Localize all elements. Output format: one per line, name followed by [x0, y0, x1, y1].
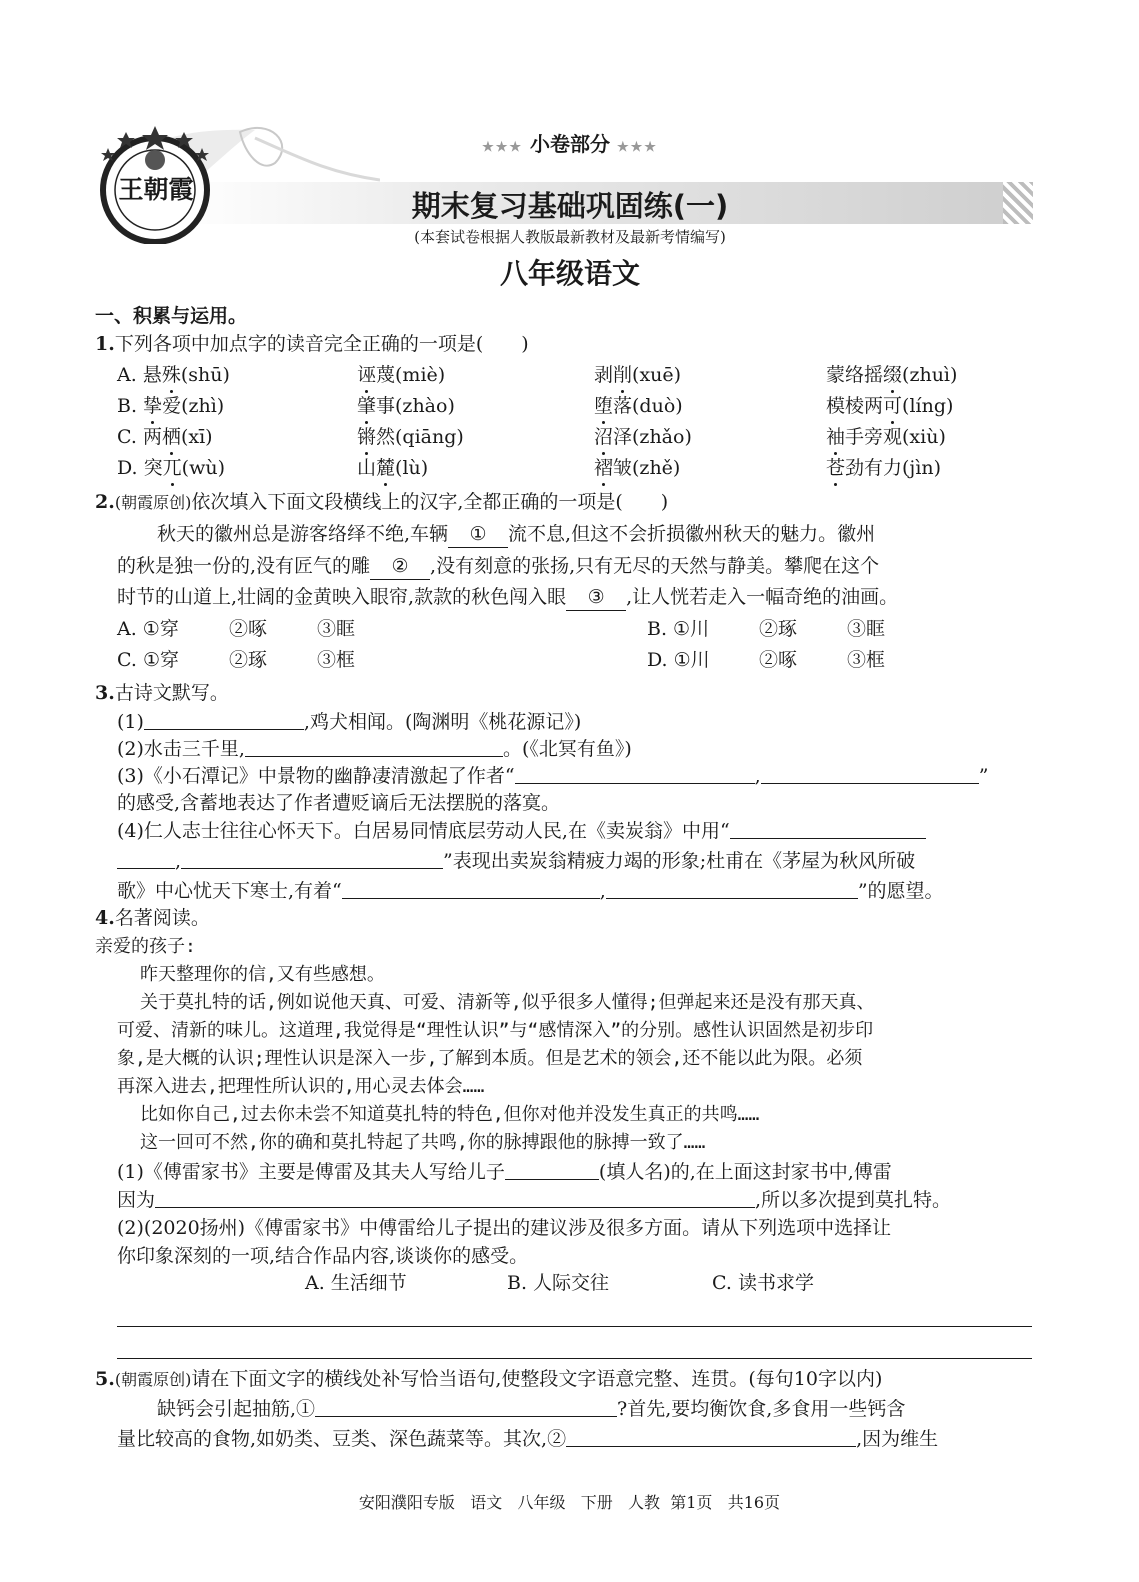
dotted-char: 褶	[594, 457, 614, 479]
question-number: 1.	[95, 333, 115, 355]
page-footer	[0, 1490, 1139, 1513]
item-text: ,因为维生	[856, 1428, 939, 1450]
item-text: ”表现出卖炭翁精疲力竭的形象;杜甫在《茅屋为秋风所破	[443, 850, 916, 872]
dotted-char: 袖	[826, 426, 846, 448]
letter-line: 比如你自己,过去你未尝不知道莫扎特的特色,但你对他并没发生真正的共鸣……	[140, 1104, 760, 1125]
option-text: 爱(zhì)	[162, 395, 225, 417]
option-text: (xī)	[180, 426, 213, 448]
option-part: ③框	[847, 649, 886, 671]
q5-line	[117, 1426, 938, 1452]
option-text: 落(duò)	[613, 395, 683, 417]
passage-text: ,让人恍若走入一幅奇绝的油画。	[626, 586, 899, 608]
item-text: ”	[978, 765, 989, 787]
answer-blank[interactable]	[245, 738, 503, 757]
item-text: (4)仁人志士往往心怀天下。白居易同情底层劳动人民,在《卖炭翁》中用“	[117, 820, 730, 842]
dotted-char: 栖	[161, 426, 181, 448]
question-number: 3.	[95, 682, 115, 704]
item-text: ”的愿望。	[857, 880, 944, 902]
option-text: (zhuì)	[902, 364, 958, 386]
option-part: ②啄	[229, 618, 268, 640]
question-text: 古诗文默写。	[114, 682, 229, 704]
page-subtitle: (本套试卷根据人教版最新教材及最新考情编写)	[414, 228, 726, 246]
letter-line: 象,是大概的认识;理性认识是深入一步,了解到本质。但是艺术的领会,还不能以此为限。必须	[117, 1048, 863, 1069]
item-text: ?首先,要均衡饮食,多食用一些钙含	[617, 1398, 906, 1420]
question-text: 依次填入下面文段横线上的汉字,全都正确的一项是( )	[191, 491, 669, 513]
passage-text: 的秋是独一份的,没有匠气的雕	[117, 555, 371, 577]
answer-blank[interactable]	[181, 850, 443, 869]
option-text: 山	[357, 457, 377, 479]
item-label: (1)	[117, 711, 144, 733]
question-number: 2.	[95, 491, 115, 513]
blank-3: ③	[566, 584, 626, 611]
question-3-stem	[95, 680, 229, 706]
answer-line[interactable]	[117, 1358, 1032, 1359]
dotted-char: 肇	[357, 395, 377, 417]
question-number: 5.	[95, 1368, 115, 1390]
dotted-char: 可	[883, 395, 903, 417]
dotted-char: 麓	[376, 457, 396, 479]
option-text: 事(zhào)	[376, 395, 455, 417]
item-text: 量比较高的食物,如奶类、豆类、深色蔬菜等。其次,②	[117, 1428, 567, 1450]
q3-item-4-cont	[117, 878, 944, 904]
q3-item-2	[117, 736, 632, 762]
q1-option-cell	[357, 393, 455, 419]
option-text: (shū)	[180, 364, 230, 386]
answer-blank[interactable]	[342, 880, 600, 899]
item-text: ,	[754, 765, 761, 787]
dotted-char: 挚	[143, 395, 163, 417]
answer-blank[interactable]	[505, 1161, 599, 1180]
choice-c[interactable]: C. 读书求学	[712, 1272, 814, 1294]
q3-item-1	[117, 709, 581, 735]
passage-text: 时节的山道上,壮阔的金黄映入眼帘,款款的秋色闯入眼	[117, 586, 567, 608]
option-text: (líng)	[902, 395, 954, 417]
answer-line[interactable]	[117, 1326, 1032, 1327]
choice-a[interactable]: A. 生活细节	[305, 1272, 407, 1294]
option-part: ③框	[317, 649, 356, 671]
q3-item-3-cont: 的感受,含蓄地表达了作者遭贬谪后无法摆脱的落寞。	[117, 792, 561, 814]
q1-option-cell	[826, 393, 953, 419]
q1-option-cell	[826, 424, 946, 450]
option-part: ②琢	[229, 649, 268, 671]
option-text: A. 悬	[117, 364, 162, 386]
letter-line: 关于莫扎特的话,例如说他天真、可爱、清新等,似乎很多人懂得;但弹起来还是没有那天真、	[140, 992, 875, 1013]
option-part: B. ①川	[647, 618, 710, 640]
dotted-char: 堕	[594, 395, 614, 417]
choice-b[interactable]: B. 人际交往	[507, 1272, 610, 1294]
option-text: D. 突	[117, 457, 163, 479]
question-text: 请在下面文字的横线处补写恰当语句,使整段文字语意完整、连贯。(每句10字以内)	[191, 1368, 883, 1390]
item-text: (2)水击三千里,	[117, 738, 245, 760]
answer-blank[interactable]	[730, 820, 926, 839]
q1-option-cell	[594, 455, 680, 481]
option-part: ②啄	[759, 649, 798, 671]
q4-item-2: (2)(2020扬州)《傅雷家书》中傅雷给儿子提出的建议涉及很多方面。请从下列选项中选择让	[117, 1217, 892, 1239]
option-part: A. ①穿	[117, 618, 179, 640]
subject-title: 八年级语文	[499, 257, 640, 290]
dotted-char: 诬	[357, 364, 377, 386]
q1-option-cell	[826, 362, 957, 388]
footer-volume: 下册	[580, 1493, 613, 1512]
q1-option-cell	[594, 393, 683, 419]
q1-option-cell[interactable]	[117, 393, 224, 419]
footer-edition: 人教	[628, 1493, 661, 1512]
question-1-stem	[95, 331, 529, 357]
option-text: 手旁观(xiù)	[845, 426, 946, 448]
dotted-char: 削	[613, 364, 633, 386]
item-text: (填人名)的,在上面这封家书中,傅雷	[598, 1161, 892, 1183]
option-text: 模棱两	[826, 395, 884, 417]
option-part: ③眶	[847, 618, 886, 640]
footer-subject: 语文	[470, 1493, 503, 1512]
question-text: 名著阅读。	[114, 907, 210, 929]
option-text: 泽(zhǎo)	[613, 426, 692, 448]
q1-option-cell	[357, 455, 428, 481]
q1-option-cell	[594, 362, 681, 388]
q2-passage-line	[117, 584, 898, 611]
page-title: 期末复习基础巩固练(一)	[411, 189, 729, 223]
passage-text: ,没有刻意的张扬,只有无尽的天然与静美。攀爬在这个	[430, 555, 880, 577]
footer-grade: 八年级	[517, 1493, 566, 1512]
dotted-char: 锵	[357, 426, 377, 448]
dotted-char: 苍	[826, 457, 846, 479]
logo-text: 王朝霞	[118, 175, 194, 204]
option-text: (wù)	[181, 457, 225, 479]
q3-item-4-cont	[117, 848, 915, 874]
question-2-stem	[95, 489, 668, 516]
letter-line: 昨天整理你的信,又有些感想。	[140, 964, 385, 985]
option-text: 蔑(miè)	[376, 364, 446, 386]
footer-page: 第1页	[670, 1493, 713, 1512]
option-part: ③眶	[317, 618, 356, 640]
dotted-char: 殊	[161, 364, 181, 386]
item-text: ,	[599, 880, 606, 902]
q1-option-cell	[594, 424, 692, 450]
option-part: ②琢	[759, 618, 798, 640]
letter-line: 这一回可不然,你的确和莫扎特起了共鸣,你的脉搏跟他的脉搏一致了……	[140, 1132, 706, 1153]
option-text: B.	[117, 395, 144, 417]
q1-option-cell	[826, 455, 941, 481]
option-text: 然(qiāng)	[376, 426, 464, 448]
answer-blank[interactable]	[566, 1428, 856, 1447]
q4-item-2-cont: 你印象深刻的一项,结合作品内容,谈谈你的感受。	[117, 1245, 529, 1267]
star-icon: ★★★	[482, 140, 524, 155]
option-text: (lù)	[395, 457, 429, 479]
answer-blank[interactable]	[144, 711, 304, 730]
item-text: 歌》中心忧天下寒士,有着“	[117, 880, 342, 902]
item-text: 缺钙会引起抽筋,①	[157, 1398, 316, 1420]
q2-passage-line	[157, 521, 875, 548]
title-band-pattern	[1003, 182, 1033, 224]
item-text: ,鸡犬相闻。(陶渊明《桃花源记》)	[303, 711, 582, 733]
option-text: 皱(zhě)	[613, 457, 681, 479]
option-part: C. ①穿	[117, 649, 179, 671]
q1-option-cell	[357, 424, 464, 450]
q1-option-cell[interactable]	[117, 362, 230, 388]
item-text: (3)《小石潭记》中景物的幽静凄清激起了作者“	[117, 765, 515, 787]
option-text: C. 两	[117, 426, 162, 448]
item-text: (1)《傅雷家书》主要是傅雷及其夫人写给儿子	[117, 1161, 505, 1183]
question-4-stem	[95, 905, 210, 931]
dotted-char: 缀	[883, 364, 903, 386]
answer-blank[interactable]	[761, 765, 979, 784]
option-text: 劲有力(jìn)	[845, 457, 942, 479]
q1-option-cell	[357, 362, 445, 388]
item-text: ,所以多次提到莫扎特。	[755, 1189, 952, 1211]
question-number: 4.	[95, 907, 115, 929]
option-text: (xuē)	[632, 364, 682, 386]
passage-text: 秋天的徽州总是游客络绎不绝,车辆	[157, 523, 449, 545]
blank-1: ①	[448, 521, 508, 548]
q3-item-3	[117, 763, 988, 789]
option-text: 剥	[594, 364, 614, 386]
question-source: (朝霞原创)	[114, 493, 192, 512]
option-text: 蒙络摇	[826, 364, 884, 386]
footer-total: 共16页	[727, 1493, 781, 1512]
dotted-char: 兀	[162, 457, 182, 479]
option-part: D. ①川	[647, 649, 710, 671]
footer-region: 安阳濮阳专版	[358, 1493, 455, 1512]
answer-blank[interactable]	[315, 1398, 617, 1417]
part-heading: 一、积累与运用。	[95, 305, 248, 327]
letter-line: 亲爱的孩子:	[95, 936, 196, 957]
star-icon: ★★★	[616, 140, 658, 155]
answer-blank[interactable]	[515, 765, 755, 784]
item-text: ,	[175, 850, 182, 872]
item-text: 。(《北冥有鱼》)	[502, 738, 632, 760]
section-label-text: 小卷部分	[530, 132, 610, 156]
q4-item-1-cont	[117, 1187, 951, 1213]
answer-blank[interactable]	[606, 880, 858, 899]
q5-line	[157, 1396, 905, 1422]
question-source: (朝霞原创)	[114, 1370, 192, 1389]
letter-line: 再深入进去,把理性所认识的,用心灵去体会……	[117, 1076, 485, 1097]
question-text: 下列各项中加点字的读音完全正确的一项是( )	[114, 333, 529, 355]
blank-2: ②	[370, 553, 430, 580]
q1-option-cell[interactable]	[117, 455, 225, 481]
q4-item-1	[117, 1159, 892, 1185]
answer-blank[interactable]	[155, 1189, 755, 1208]
answer-blank[interactable]	[117, 850, 175, 869]
section-label	[465, 128, 675, 157]
q2-passage-line	[117, 553, 879, 580]
dotted-char: 沼	[594, 426, 614, 448]
passage-text: 流不息,但这不会折损徽州秋天的魅力。徽州	[508, 523, 876, 545]
question-5-stem	[95, 1366, 882, 1393]
letter-line: 可爱、清新的味儿。这道理,我觉得是“理性认识”与“感情深入”的分别。感性认识固然是初步印	[117, 1020, 874, 1041]
item-text: 因为	[117, 1189, 156, 1211]
q1-option-cell[interactable]	[117, 424, 213, 450]
q3-item-4	[117, 818, 926, 844]
